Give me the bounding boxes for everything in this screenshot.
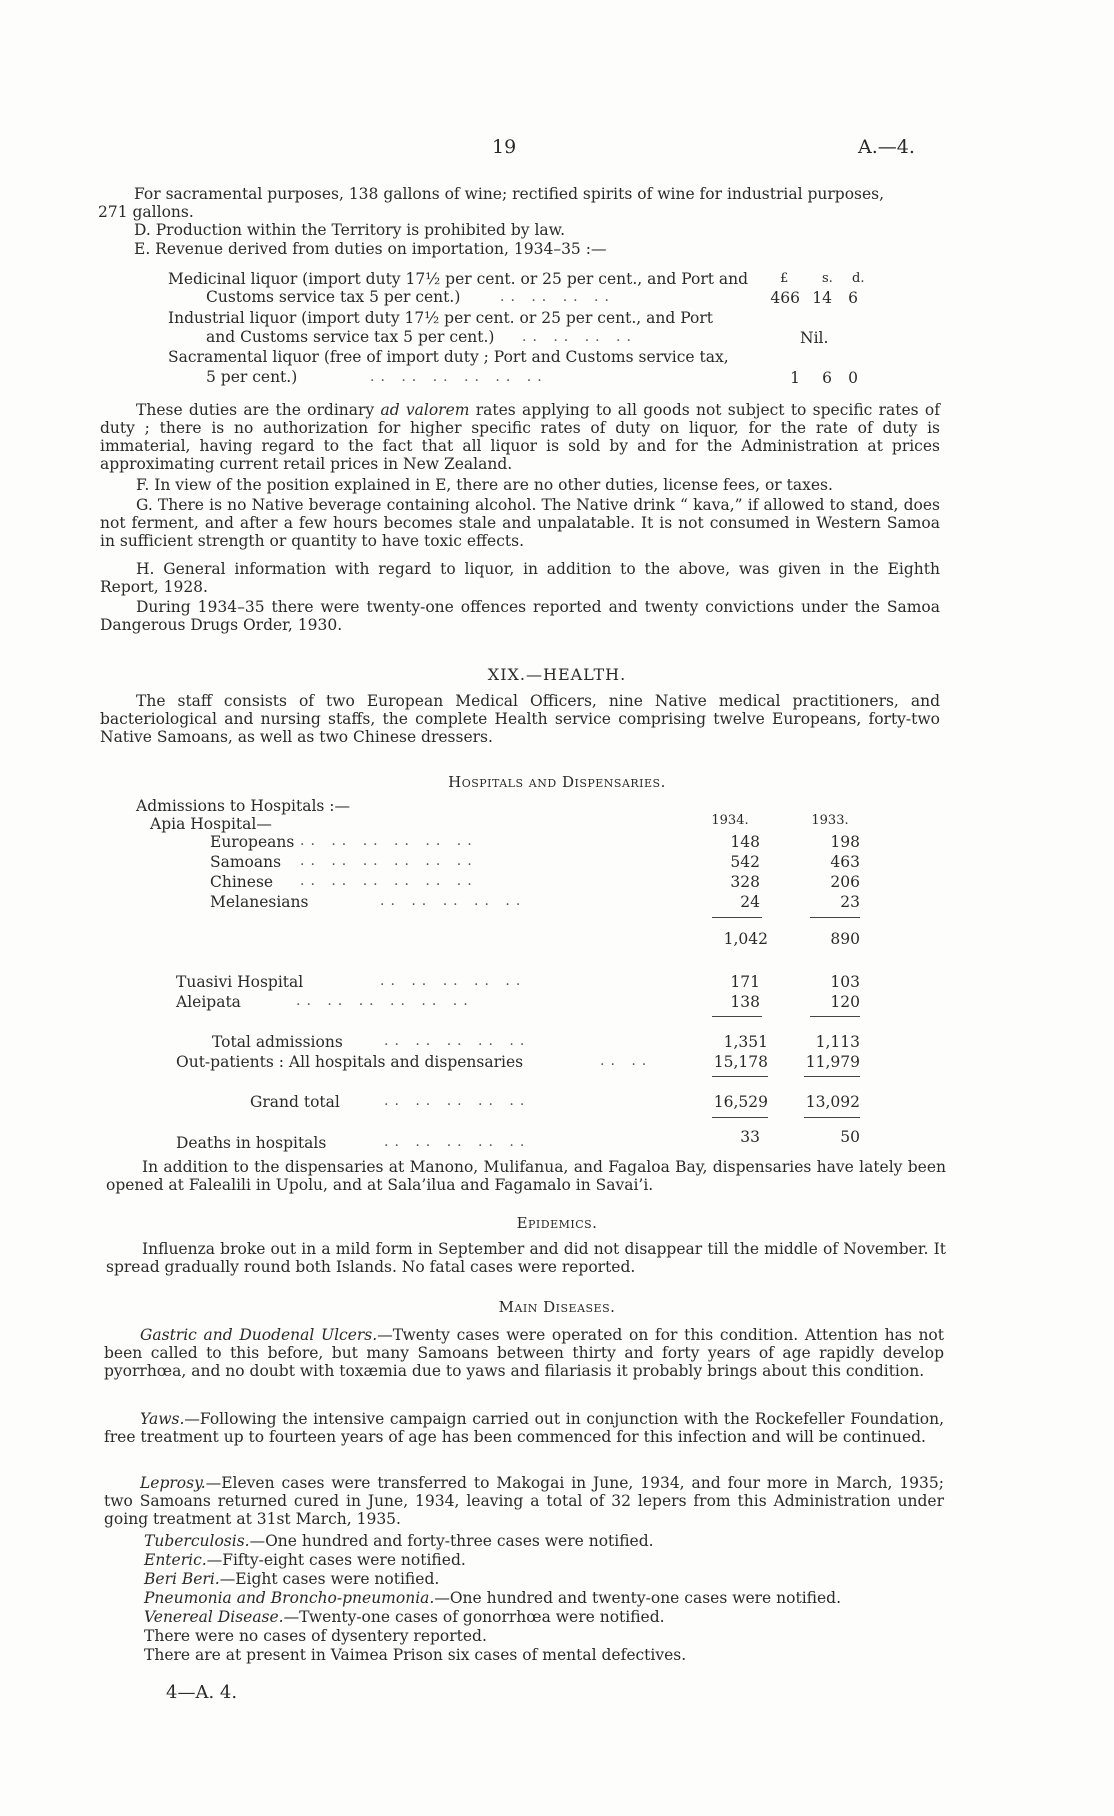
leader-dots: .. .. .. .. .. .. [300,853,478,869]
disease-yaws: Yaws.—Following the intensive campaign carried out in conjunction with the Rockefeller Foundation, free treatment up to fourteen years of age has been commenced for this infection and will be continued. [104,1410,944,1446]
leader-dots: .. .. .. .. .. [384,1033,531,1049]
table-cell-1933: 198 [830,833,860,851]
leader-dots: .. .. .. .. .. [384,1134,531,1150]
table-cell-1934: 148 [730,833,760,851]
paragraph-e: E. Revenue derived from duties on importation, 1934–35 :— [134,240,607,258]
disease-pneumonia: Pneumonia and Broncho-pneumonia.—One hundred and twenty-one cases were notified. [144,1589,842,1607]
table-row-label: Tuasivi Hospital [176,973,304,991]
apia-hospital-label: Apia Hospital— [150,815,272,833]
leader-dots: .. .. .. .. .. .. [370,369,548,385]
disease-enteric: Enteric.—Fifty-eight cases were notified. [144,1551,466,1569]
sacramental-line-1: For sacramental purposes, 138 gallons of wine; rectified spirits of wine for industrial purposes, [134,185,885,203]
table-cell-1934: 24 [740,893,760,911]
sacramental-pounds: 1 [790,369,800,387]
dysentery-line: There were no cases of dysentery reported. [144,1627,487,1645]
table-row-label: Chinese [210,873,274,891]
table-cell-1934: 138 [730,993,760,1011]
total-admissions-label: Total admissions [212,1033,343,1051]
total-admissions-1934: 1,351 [723,1033,768,1051]
medicinal-line-2: Customs service tax 5 per cent.) [206,288,461,306]
grand-total-label: Grand total [250,1093,340,1111]
grand-total-rule [712,1076,768,1077]
leader-dots: .. .. .. .. .. [380,893,527,909]
admissions-label: Admissions to Hospitals :— [136,797,351,815]
grand-total-underline [804,1117,860,1118]
epidemics-paragraph: Influenza broke out in a mild form in September and did not disappear till the middle of November. It spread gradually round both Islands. No fatal cases were reported. [106,1240,946,1276]
main-diseases-heading: Main Diseases. [498,1298,616,1316]
disease-beri-beri: Beri Beri.—Eight cases were notified. [144,1570,440,1588]
table-cell-1934: 171 [730,973,760,991]
table-cell-1933: 23 [840,893,860,911]
footer-signature: 4—A. 4. [166,1682,238,1703]
table-cell-1934: 328 [730,873,760,891]
disease-gastric: Gastric and Duodenal Ulcers.—Twenty cases were operated on for this condition. Attention has not been called to this before, but many Samoans between thirty and forty years of age rapidly develop pyorrhœa, and no doubt with toxæmia due to yaws and filariasis it probably brings about this condition. [104,1326,944,1380]
outpatients-1933: 11,979 [805,1053,860,1071]
deaths-1934: 33 [740,1128,760,1146]
disease-tuberculosis: Tuberculosis.—One hundred and forty-three cases were notified. [144,1532,654,1550]
table-row-label: Samoans [210,853,282,871]
currency-pound-header: £ [780,271,789,286]
leader-dots: .. .. .. .. .. [384,1093,531,1109]
leader-dots: .. .. .. .. [522,329,637,345]
hospitals-heading: Hospitals and Dispensaries. [448,773,666,791]
subtotal-rule [712,917,762,918]
health-heading: XIX.—HEALTH. [487,665,627,684]
total-rule [810,1016,860,1017]
document-reference: A.—4. [858,136,915,158]
table-row-label: Europeans [210,833,295,851]
paragraph-g: G. There is no Native beverage containing alcohol. The Native drink “ kava,” if allowed to stand, does not ferment, and after a few hours becomes stale and unpalatable. It is not consumed in Western Samoa in sufficient strength or quantity to have toxic effects. [100,496,940,550]
total-rule [712,1016,762,1017]
paragraph-f: F. In view of the position explained in E, there are no other duties, license fees, or taxes. [136,476,833,494]
apia-total-1933: 890 [830,930,860,948]
leader-dots: .. .. .. .. .. [380,973,527,989]
leader-dots: .. .. [600,1053,653,1069]
table-cell-1933: 206 [830,873,860,891]
medicinal-pence: 6 [848,289,858,307]
disease-leprosy: Leprosy.—Eleven cases were transferred to Makogai in June, 1934, and four more in March, 1935; two Samoans returned cured in June, 1934, leaving a total of 32 lepers from this Administration under going treatment at 31st March, 1935. [104,1474,944,1528]
medicinal-shillings: 14 [812,289,832,307]
total-admissions-1933: 1,113 [815,1033,860,1051]
epidemics-heading: Epidemics. [516,1214,598,1232]
grand-total-rule [804,1076,860,1077]
table-cell-1933: 103 [830,973,860,991]
grand-total-1933: 13,092 [805,1093,860,1111]
table-cell-1933: 120 [830,993,860,1011]
industrial-line-2: and Customs service tax 5 per cent.) [206,328,495,346]
duties-paragraph: These duties are the ordinary ad valorem rates applying to all goods not subject to specific rates of duty ; there is no authorization for higher specific rates of duty on liquor, for the rate of duty is immaterial, having regard to the fact that all liquor is sold by and for the Administration at prices approximating current retail prices in New Zealand. [100,401,940,473]
currency-shilling-header: s. [822,271,833,286]
currency-pence-header: d. [852,271,865,286]
industrial-value: Nil. [800,329,829,347]
disease-venereal: Venereal Disease.—Twenty-one cases of gonorrhœa were notified. [144,1608,665,1626]
sacramental-line-2: 271 gallons. [98,203,194,221]
deaths-label: Deaths in hospitals [176,1134,327,1152]
leader-dots: .. .. .. .. [500,289,615,305]
column-1934-header: 1934. [711,813,749,828]
dispensaries-paragraph: In addition to the dispensaries at Manono, Mulifanua, and Fagaloa Bay, dispensaries have lately been opened at Falealili in Upolu, and at Sala’ilua and Fagamalo in Savai’i. [106,1158,946,1194]
medicinal-pounds: 466 [770,289,800,307]
medicinal-line-1: Medicinal liquor (import duty 17½ per cent. or 25 per cent., and Port and [168,270,749,288]
staff-paragraph: The staff consists of two European Medical Officers, nine Native medical practitioners, and bacteriological and nursing staffs, the complete Health service comprising twelve Europeans, forty-two Native Samoans, as well as two Chinese dressers. [100,692,940,746]
sacramental-liquor-line-2: 5 per cent.) [206,368,298,386]
mental-defectives-line: There are at present in Vaimea Prison six cases of mental defectives. [144,1646,687,1664]
table-cell-1933: 463 [830,853,860,871]
paragraph-h: H. General information with regard to liquor, in addition to the above, was given in the Eighth Report, 1928. [100,560,940,596]
offences-paragraph: During 1934–35 there were twenty-one offences reported and twenty convictions under the Samoa Dangerous Drugs Order, 1930. [100,598,940,634]
sacramental-shillings: 6 [822,369,832,387]
column-1933-header: 1933. [811,813,849,828]
page-number: 19 [492,136,517,158]
industrial-line-1: Industrial liquor (import duty 17½ per cent. or 25 per cent., and Port [168,309,713,327]
deaths-1933: 50 [840,1128,860,1146]
leader-dots: .. .. .. .. .. .. [296,993,474,1009]
table-row-label: Aleipata [176,993,241,1011]
table-row-label: Melanesians [210,893,309,911]
table-cell-1934: 542 [730,853,760,871]
leader-dots: .. .. .. .. .. .. [300,833,478,849]
subtotal-rule [810,917,860,918]
sacramental-liquor-line-1: Sacramental liquor (free of import duty ; Port and Customs service tax, [168,348,729,366]
sacramental-pence: 0 [848,369,858,387]
outpatients-label: Out-patients : All hospitals and dispensaries [176,1053,524,1071]
grand-total-1934: 16,529 [713,1093,768,1111]
paragraph-d: D. Production within the Territory is prohibited by law. [134,221,565,239]
leader-dots: .. .. .. .. .. .. [300,873,478,889]
outpatients-1934: 15,178 [713,1053,768,1071]
grand-total-underline [712,1117,768,1118]
apia-total-1934: 1,042 [723,930,768,948]
